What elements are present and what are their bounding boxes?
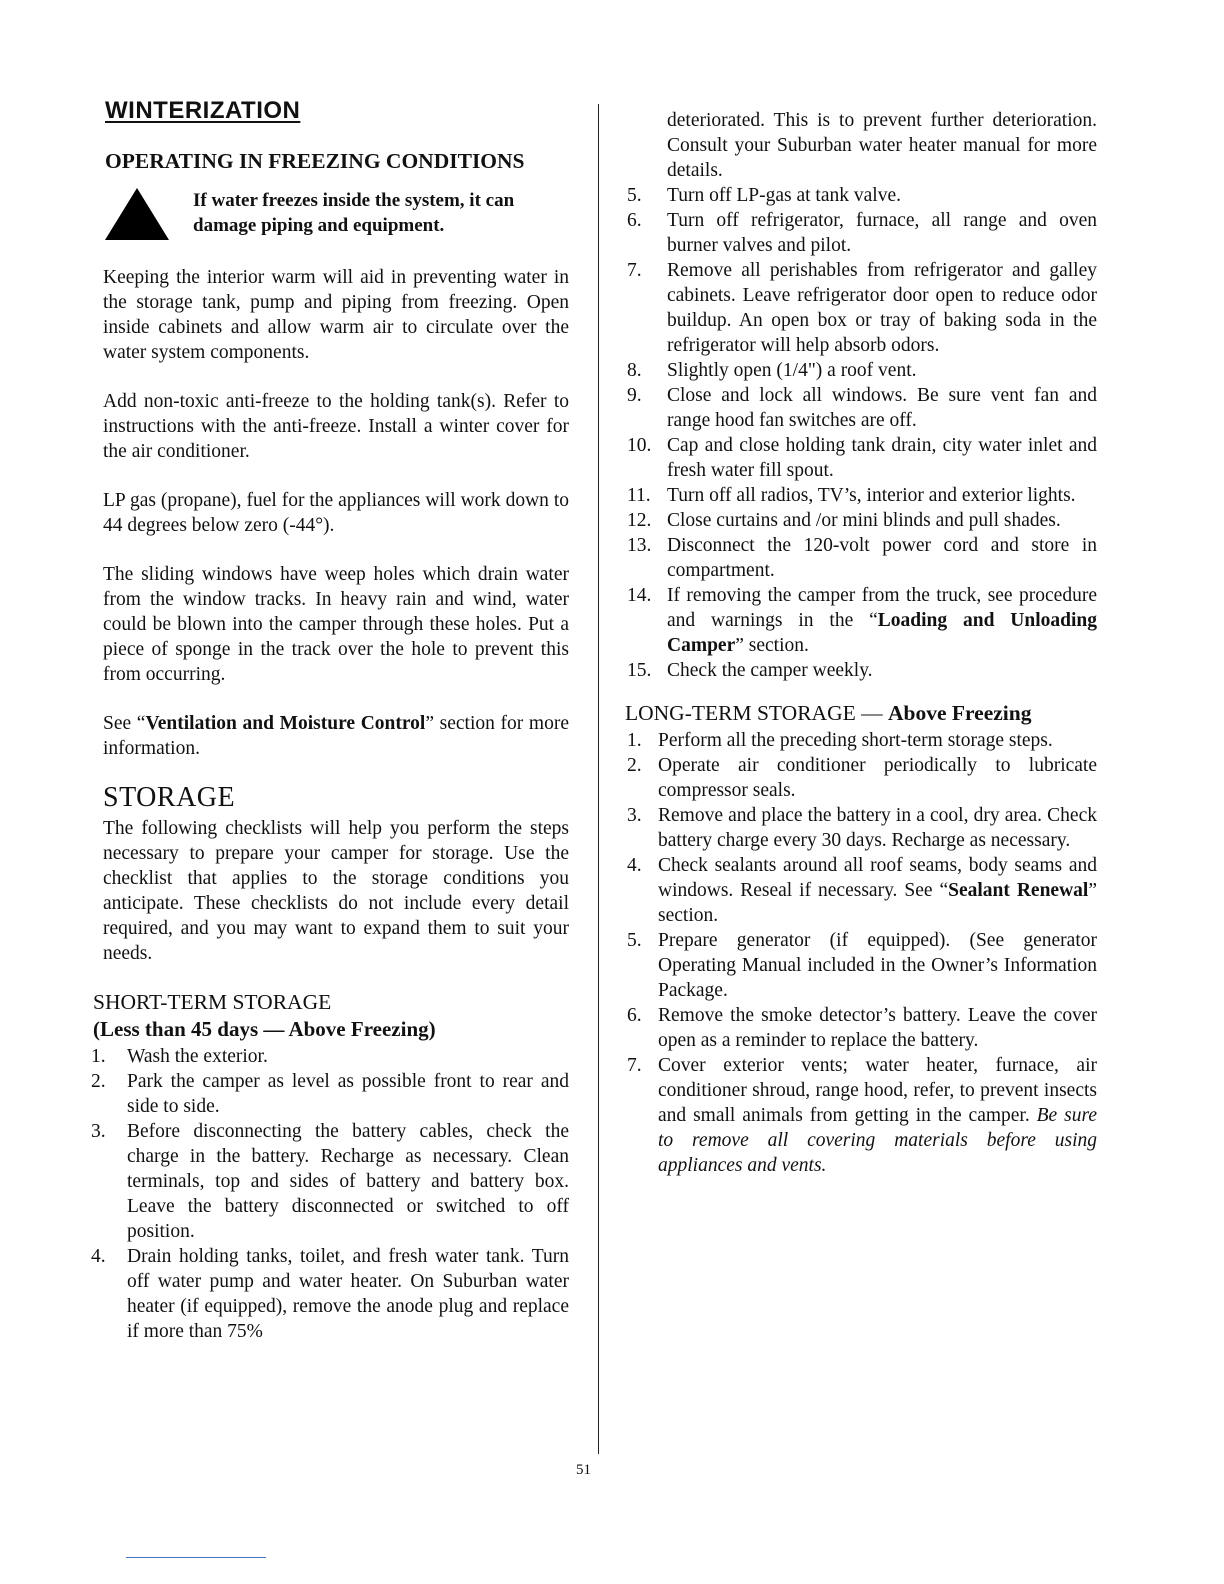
subheading-operating-freezing: OPERATING IN FREEZING CONDITIONS (105, 149, 525, 173)
list-item: 8. Slightly open (1/4") a roof vent. (627, 360, 917, 381)
list-item: 7. Remove all perishables from refrigerator and galley cabinets. Leave refrigerator door open to reduce odor buildup. An open box or tray of baking soda in the refrigerator will help absorb odors. (627, 260, 1097, 356)
list-item: 5. Prepare generator (if equipped). (See generator Operating Manual included in the Owner’s Information Package. (627, 930, 1097, 1001)
list-item: 5. Turn off LP-gas at tank valve. (627, 185, 901, 206)
subheading-long-term-storage: LONG-TERM STORAGE — Above Freezing (625, 701, 1032, 725)
list-item: 3. Before disconnecting the battery cables, check the charge in the battery. Recharge as necessary. Clean terminals, top and sides of battery and battery box. Leave the battery disconnected or switched to off position. (91, 1121, 569, 1242)
left-column (91, 97, 569, 1344)
list-item: 13. Disconnect the 120-volt power cord and store in compartment. (627, 535, 1097, 581)
list-item: 9. Close and lock all windows. Be sure vent fan and range hood fan switches are off. (627, 385, 1097, 431)
section-heading-winterization: WINTERIZATION (105, 97, 301, 124)
list-item: 6. Turn off refrigerator, furnace, all range and oven burner valves and pilot. (627, 210, 1097, 256)
short-term-steps-list (91, 1044, 569, 1344)
list-item: 2. Park the camper as level as possible front to rear and side to side. (91, 1071, 569, 1117)
section-heading-storage: STORAGE (103, 782, 236, 813)
warning-triangle-icon (103, 186, 193, 249)
paragraph-storage-intro: The following checklists will help you perform the steps necessary to prepare your camper for storage. Use the checklist that applies to the storage conditions you anticipate. These checklists do not include every detail required, and you may want to expand them to suit your needs. (103, 818, 569, 964)
warning-callout (103, 186, 569, 249)
reference-loading-unloading: Loading and Unloading Camper (667, 610, 1097, 656)
paragraph-lp-gas: LP gas (propane), fuel for the appliances will work down to 44 degrees below zero (-44°). (103, 490, 569, 536)
reference-ventilation: Ventilation and Moisture Control (145, 713, 426, 734)
list-item: 1. Wash the exterior. (91, 1046, 268, 1067)
continued-step-text: deteriorated. This is to prevent further deterioration. Consult your Suburban water heater manual for more details. (667, 110, 1097, 181)
reference-sealant-renewal: Sealant Renewal (948, 880, 1089, 901)
page-number: 51 (576, 1462, 591, 1478)
list-item: 1. Perform all the preceding short-term storage steps. (627, 730, 1053, 751)
warning-text: If water freezes inside the system, it can damage piping and equipment. (193, 190, 515, 236)
list-item: 14. If removing the camper from the truck, see procedure and warnings in the “Loading and Unloading Camper” section. (627, 585, 1097, 656)
paragraph-antifreeze: Add non-toxic anti-freeze to the holding tank(s). Refer to instructions with the anti-freeze. Install a winter cover for the air conditioner. (103, 391, 569, 462)
long-term-steps-list (627, 728, 1097, 1178)
list-item: 4. Check sealants around all roof seams, body seams and windows. Reseal if necessary. See “Sealant Renewal” section. (627, 855, 1097, 926)
right-column (627, 108, 1097, 1178)
list-item: 11. Turn off all radios, TV’s, interior and exterior lights. (627, 485, 1076, 506)
list-item: 12. Close curtains and /or mini blinds and pull shades. (627, 510, 1061, 531)
paragraph-keep-warm: Keeping the interior warm will aid in preventing water in the storage tank, pump and piping from freezing. Open inside cabinets and allow warm air to circulate over the water system components. (103, 267, 569, 363)
column-divider (598, 104, 599, 1454)
short-term-steps-list-continued (627, 183, 1097, 683)
list-item: 3. Remove and place the battery in a cool, dry area. Check battery charge every 30 days. Recharge as necessary. (627, 805, 1097, 851)
subheading-short-term-condition: (Less than 45 days — Above Freezing) (93, 1017, 436, 1041)
list-item: 4. Drain holding tanks, toilet, and fresh water tank. Turn off water pump and water heater. On Suburban water heater (if equipped), remove the anode plug and replace if more than 75% (91, 1246, 569, 1342)
italic-note: Be sure to remove all covering materials before using appliances and vents. (658, 1105, 1097, 1176)
paragraph-weep-holes: The sliding windows have weep holes which drain water from the window tracks. In heavy rain and wind, water could be blown into the camper through these holes. Put a piece of sponge in the track over the hole to prevent this from occurring. (103, 564, 569, 685)
list-item: 2. Operate air conditioner periodically to lubricate compressor seals. (627, 755, 1097, 801)
bottom-rule (126, 1557, 266, 1558)
list-item: 7. Cover exterior vents; water heater, furnace, air conditioner shroud, range hood, refer, to prevent insects and small animals from getting in the camper. Be sure to remove all covering materials before using appliances and vents. (627, 1055, 1097, 1176)
subheading-short-term-storage: SHORT-TERM STORAGE (93, 990, 332, 1014)
list-item: 10. Cap and close holding tank drain, city water inlet and fresh water fill spout. (627, 435, 1097, 481)
paragraph-see-ventilation: See “Ventilation and Moisture Control” section for more information. (103, 713, 569, 759)
list-item: 6. Remove the smoke detector’s battery. Leave the cover open as a reminder to replace the battery. (627, 1005, 1097, 1051)
list-item: 15. Check the camper weekly. (627, 660, 873, 681)
